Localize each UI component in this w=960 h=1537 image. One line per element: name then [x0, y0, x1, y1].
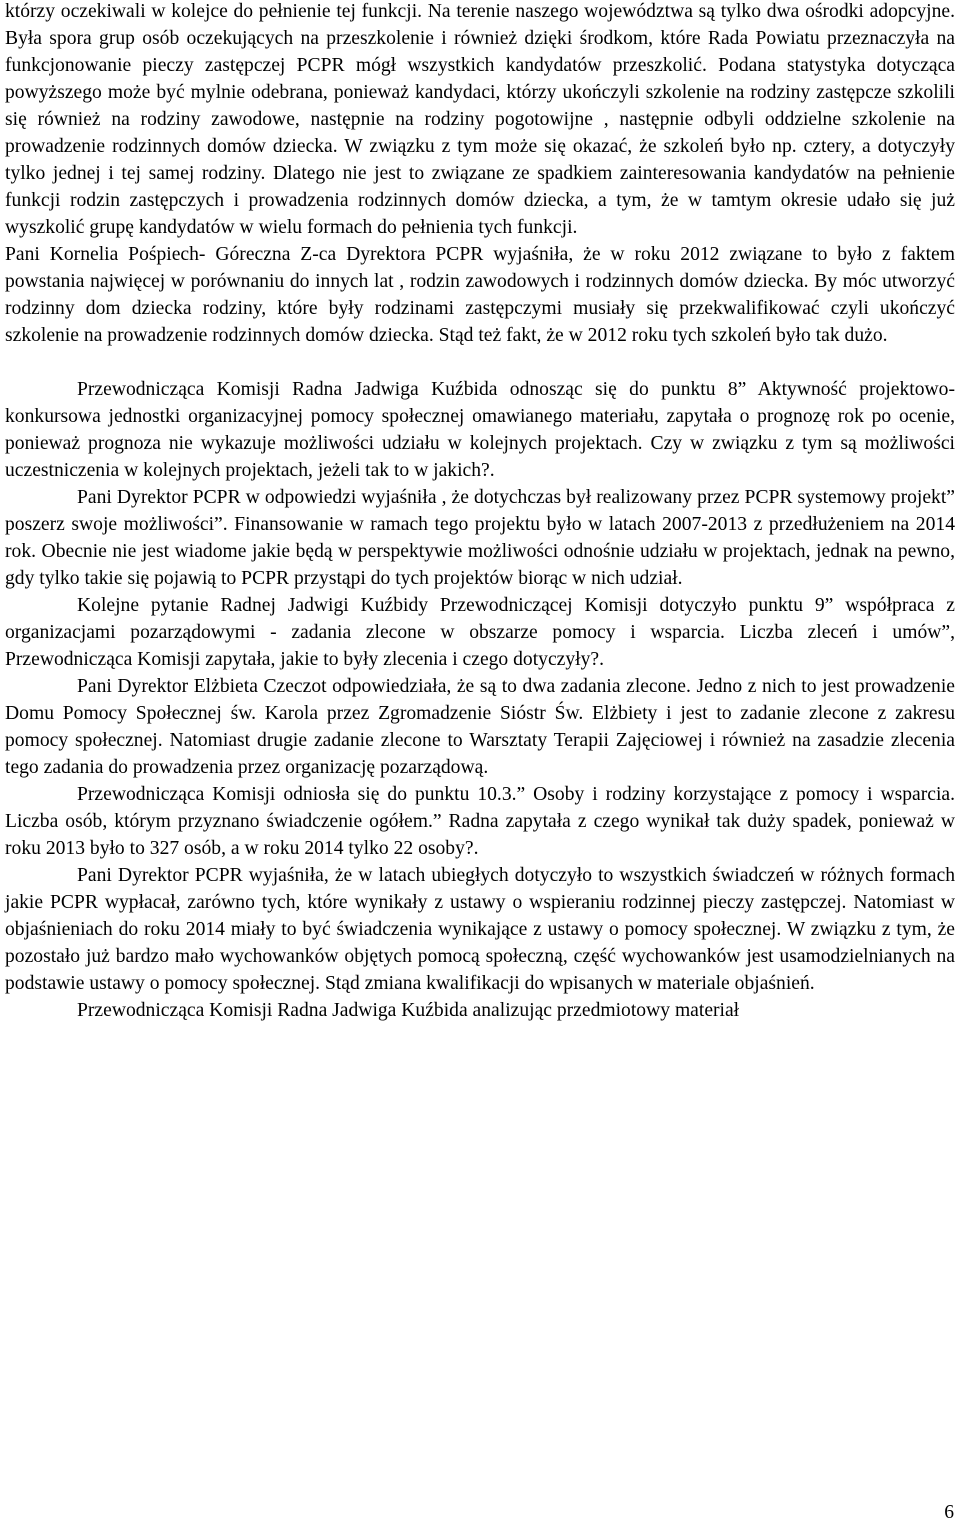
- paragraph-director-answer-ngo-tasks: Pani Dyrektor Elżbieta Czeczot odpowiedziała, że są to dwa zadania zlecone. Jedno z nich to jest prowadzenie Domu Pomocy Społecznej św. Karola przez Zgromadzenie Sióstr Św. Elżbiety i jest to zadanie zlecone z zakresu pomocy społecznej. Natomiast drugie zadanie zlecone to Warsztaty Terapii Zajęciowej i również na zasadzie zlecenia tego zadania do prowadzenia przez organizację pozarządową.: [5, 676, 955, 778]
- paragraph-question-projects: Przewodnicząca Komisji Radna Jadwiga Kuźbida odnosząc się do punktu 8” Aktywność projektowo- konkursowa jednostki organizacyjnej pomocy społecznej omawianego materiału, zapytała o prognozę rok po ocenie, ponieważ prognoza nie wykazuje możliwości udziału w kolejnych projektach. Czy w związku z tym są możliwości uczestniczenia w kolejnych projektach, jeżeli tak to w jakich?.: [5, 379, 955, 481]
- paragraph-gap: [5, 349, 955, 376]
- page-number: 6: [944, 1502, 954, 1523]
- paragraph-question-benefits: Przewodnicząca Komisji odniosła się do punktu 10.3.” Osoby i rodziny korzystające z pomocy i wsparcia. Liczba osób, którym przyznano świadczenie ogółem.” Radna zapytała z czego wynikał tak duży spadek, ponieważ w roku 2013 było to 327 osób, a w roku 2014 tylko 22 osoby?.: [5, 784, 955, 859]
- document-page: [5, 0, 955, 1024]
- paragraph-director-answer-projects: Pani Dyrektor PCPR w odpowiedzi wyjaśniła , że dotychczas był realizowany przez PCPR systemowy projekt” poszerz swoje możliwości”. Finansowanie w ramach tego projektu było w latach 2007-2013 z przedłużeniem na 2014 rok. Obecnie nie jest wiadome jakie będą w perspektywie możliwości odnośnie udziału w projektach, jednak na pewno, gdy tylko takie się pojawią to PCPR przystąpi do tych projektów biorąc w nich udział.: [5, 487, 955, 589]
- paragraph-chair-analysis: Przewodnicząca Komisji Radna Jadwiga Kuźbida analizując przedmiotowy materiał: [77, 1000, 740, 1021]
- paragraph-question-ngo-tasks: Kolejne pytanie Radnej Jadwigi Kuźbidy Przewodniczącej Komisji dotyczyło punktu 9” współpraca z organizacjami pozarządowymi - zadania zlecone w obszarze pomocy i wsparcia. Liczba zleceń i umów”, Przewodnicząca Komisji zapytała, jakie to były zlecenia i czego dotyczyły?.: [5, 595, 955, 670]
- paragraph-director-answer-benefits: Pani Dyrektor PCPR wyjaśniła, że w latach ubiegłych dotyczyło to wszystkich świadczeń w różnych formach jakie PCPR wypłacał, zarówno tych, które wynikały z ustawy o wspieraniu rodzinnej pieczy zastępczej. Natomiast w objaśnieniach do roku 2014 miały to być świadczenia wynikające z ustawy o pomocy społecznej. W związku z tym, że pozostało już bardzo mało wychowanków objętych pomocą społeczną, część wychowanków jest usamodzielnianych na podstawie ustawy o pomocy społecznej. Stąd zmiana kwalifikacji do wpisanych w materiale objaśnień.: [5, 865, 955, 994]
- paragraph-training-statistics: którzy oczekiwali w kolejce do pełnienie tej funkcji. Na terenie naszego województwa są tylko dwa ośrodki adopcyjne. Była spora grup osób oczekujących na przeszkolenie i również dzięki środkom, które Rada Powiatu przeznaczyła na funkcjonowanie pieczy zastępczej PCPR mógł wszystkich kandydatów przeszkolić. Podana statystyka dotycząca powyższego może być mylnie odebrana, ponieważ kandydaci, którzy ukończyli szkolenie na rodziny zastępcze szkolili się również na rodziny zawodowe, następnie na rodziny pogotowijne , następnie odbyli oddzielne szkolenie na prowadzenie rodzinnych domów dziecka. W związku z tym może się okazać, że szkoleń było np. cztery, a dotyczyły tylko jednej i tej samej rodziny. Dlatego nie jest to związane ze spadkiem zainteresowania kandydatów na pełnienie funkcji rodzin zastępczych i prowadzenia rodzinnych domów dziecka, a tym, że w tamtym okresie udało się już wyszkolić grupę kandydatów w wielu formach do pełnienia tych funkcji.: [5, 1, 955, 238]
- paragraph-deputy-director-answer: Pani Kornelia Pośpiech- Góreczna Z-ca Dyrektora PCPR wyjaśniła, że w roku 2012 związane to było z faktem powstania najwięcej w porównaniu do innych lat , rodzin zawodowych i rodzinnych domów dziecka. By móc utworzyć rodzinny dom dziecka rodziny, które były rodzinami zastępczymi musiały się przekwalifikować czyli ukończyć szkolenie na prowadzenie rodzinnych domów dziecka. Stąd też fakt, że w 2012 roku tych szkoleń było tak dużo.: [5, 244, 955, 346]
